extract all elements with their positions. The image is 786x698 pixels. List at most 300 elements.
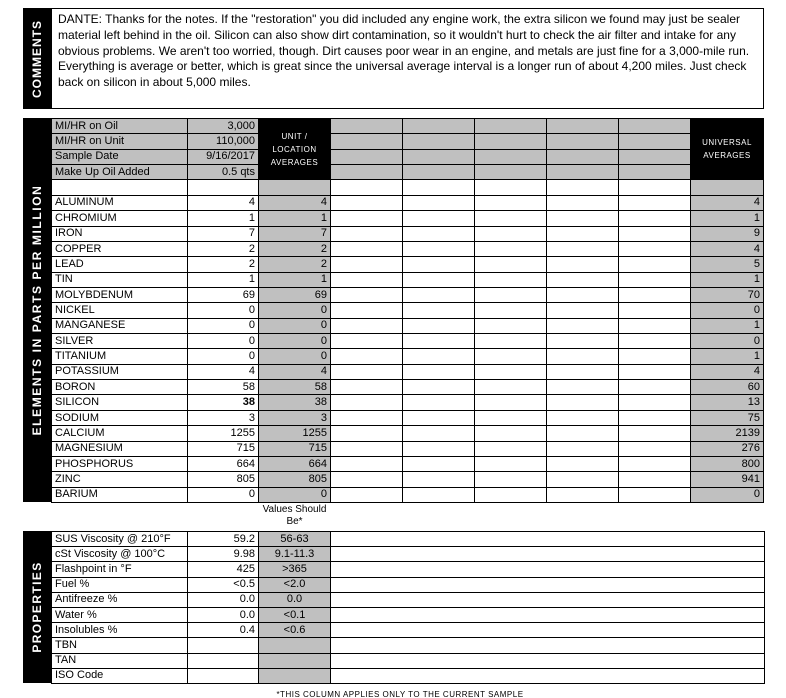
header-label: MI/HR on Oil	[52, 119, 188, 134]
element-unit-average: 805	[259, 472, 331, 487]
empty-cell	[475, 410, 547, 425]
elements-table	[51, 118, 764, 503]
empty-cell	[403, 303, 475, 318]
property-row	[52, 547, 765, 562]
empty-cell	[547, 211, 619, 226]
empty-cell	[403, 456, 475, 471]
header-row	[52, 165, 764, 180]
empty-cell	[619, 134, 691, 149]
universal-averages-header: UNIVERSAL AVERAGES	[691, 119, 764, 180]
property-sample-value	[188, 653, 259, 668]
element-row	[52, 395, 764, 410]
empty-cell	[259, 180, 331, 195]
element-name: TIN	[52, 272, 188, 287]
empty-cell	[331, 226, 403, 241]
element-sample-value: 7	[188, 226, 259, 241]
element-row	[52, 472, 764, 487]
element-unit-average: 1	[259, 272, 331, 287]
property-row	[52, 577, 765, 592]
header-label: Make Up Oil Added	[52, 165, 188, 180]
empty-cell	[475, 318, 547, 333]
element-universal-average: 70	[691, 287, 764, 302]
element-universal-average: 5	[691, 257, 764, 272]
empty-cell	[475, 441, 547, 456]
empty-cell	[475, 241, 547, 256]
element-universal-average: 800	[691, 456, 764, 471]
empty-cell	[547, 441, 619, 456]
empty-cell	[547, 165, 619, 180]
element-sample-value: 1255	[188, 426, 259, 441]
empty-cell	[475, 272, 547, 287]
empty-cell	[475, 487, 547, 502]
empty-cell	[475, 303, 547, 318]
element-unit-average: 4	[259, 364, 331, 379]
element-row	[52, 456, 764, 471]
element-sample-value: 2	[188, 241, 259, 256]
element-name: BORON	[52, 380, 188, 395]
element-row	[52, 272, 764, 287]
empty-cell	[547, 134, 619, 149]
element-universal-average: 60	[691, 380, 764, 395]
element-unit-average: 1255	[259, 426, 331, 441]
element-name: BARIUM	[52, 487, 188, 502]
empty-cell	[619, 272, 691, 287]
footnote: *THIS COLUMN APPLIES ONLY TO THE CURRENT SAMPLE	[276, 690, 524, 698]
element-universal-average: 75	[691, 410, 764, 425]
empty-cell	[403, 165, 475, 180]
comments-text: DANTE: Thanks for the notes. If the "restoration" you did included any engine work, the extra silicon we found may just be sealer material left behind in the oil. Silicon can also show dirt contamination, so it wouldn't hurt to check the air filter and intake for any obvious problems. We aren't too worried, though. Dirt causes poor wear in an engine, and metals are just fine for a 3,000-mile run. Everything is average or better, which is great since the universal average interval is a longer run of about 4,200 miles. Just check back on silicon in about 5,000 miles.	[51, 8, 764, 109]
empty-cell	[475, 149, 547, 164]
empty-cell	[403, 180, 475, 195]
property-name: SUS Viscosity @ 210°F	[52, 532, 188, 547]
property-sample-value: 9.98	[188, 547, 259, 562]
element-universal-average: 1	[691, 272, 764, 287]
empty-cell	[547, 456, 619, 471]
element-unit-average: 69	[259, 287, 331, 302]
empty-cell	[331, 456, 403, 471]
header-value: 9/16/2017	[188, 149, 259, 164]
empty-cell	[331, 395, 403, 410]
empty-cell	[619, 226, 691, 241]
empty-cell	[403, 441, 475, 456]
element-name: MOLYBDENUM	[52, 287, 188, 302]
element-unit-average: 0	[259, 318, 331, 333]
empty-cell	[331, 638, 765, 653]
element-name: COPPER	[52, 241, 188, 256]
empty-cell	[619, 456, 691, 471]
property-should-be	[259, 653, 331, 668]
property-sample-value: 0.0	[188, 592, 259, 607]
empty-cell	[547, 410, 619, 425]
element-name: NICKEL	[52, 303, 188, 318]
element-universal-average: 941	[691, 472, 764, 487]
empty-cell	[331, 472, 403, 487]
empty-cell	[403, 149, 475, 164]
header-label: MI/HR on Unit	[52, 134, 188, 149]
element-name: CALCIUM	[52, 426, 188, 441]
empty-cell	[331, 303, 403, 318]
spacer-row	[52, 180, 764, 195]
empty-cell	[331, 272, 403, 287]
element-unit-average: 664	[259, 456, 331, 471]
element-name: TITANIUM	[52, 349, 188, 364]
property-should-be: <0.6	[259, 623, 331, 638]
element-sample-value: 58	[188, 380, 259, 395]
element-sample-value: 3	[188, 410, 259, 425]
empty-cell	[475, 226, 547, 241]
empty-cell	[547, 303, 619, 318]
empty-cell	[403, 226, 475, 241]
empty-cell	[619, 241, 691, 256]
empty-cell	[475, 195, 547, 210]
empty-cell	[619, 472, 691, 487]
empty-cell	[547, 257, 619, 272]
header-row	[52, 134, 764, 149]
element-universal-average: 1	[691, 349, 764, 364]
empty-cell	[331, 257, 403, 272]
empty-cell	[547, 241, 619, 256]
empty-cell	[331, 410, 403, 425]
element-unit-average: 4	[259, 195, 331, 210]
element-row	[52, 226, 764, 241]
element-universal-average: 4	[691, 241, 764, 256]
property-should-be: 56-63	[259, 532, 331, 547]
header-row	[52, 149, 764, 164]
element-row	[52, 441, 764, 456]
property-name: TBN	[52, 638, 188, 653]
empty-cell	[331, 592, 765, 607]
empty-cell	[475, 349, 547, 364]
element-sample-value: 805	[188, 472, 259, 487]
property-should-be	[259, 638, 331, 653]
element-name: CHROMIUM	[52, 211, 188, 226]
element-row	[52, 257, 764, 272]
empty-cell	[619, 410, 691, 425]
element-sample-value: 38	[188, 395, 259, 410]
property-sample-value: 425	[188, 562, 259, 577]
property-row	[52, 653, 765, 668]
property-row	[52, 638, 765, 653]
element-unit-average: 0	[259, 303, 331, 318]
empty-cell	[331, 653, 765, 668]
empty-cell	[619, 149, 691, 164]
empty-cell	[475, 119, 547, 134]
empty-cell	[619, 195, 691, 210]
element-universal-average: 4	[691, 195, 764, 210]
element-universal-average: 1	[691, 318, 764, 333]
empty-cell	[547, 226, 619, 241]
element-row	[52, 287, 764, 302]
empty-cell	[475, 364, 547, 379]
property-sample-value: 59.2	[188, 532, 259, 547]
property-row	[52, 532, 765, 547]
empty-cell	[547, 395, 619, 410]
empty-cell	[547, 334, 619, 349]
empty-cell	[331, 287, 403, 302]
unit-location-averages-header: UNIT / LOCATION AVERAGES	[259, 119, 331, 180]
empty-cell	[619, 180, 691, 195]
elements-label-text: ELEMENTS IN PARTS PER MILLION	[30, 184, 44, 436]
empty-cell	[619, 257, 691, 272]
property-name: Antifreeze %	[52, 592, 188, 607]
empty-cell	[188, 180, 259, 195]
property-name: cSt Viscosity @ 100°C	[52, 547, 188, 562]
empty-cell	[403, 134, 475, 149]
empty-cell	[331, 426, 403, 441]
property-row	[52, 592, 765, 607]
element-unit-average: 0	[259, 487, 331, 502]
empty-cell	[403, 287, 475, 302]
empty-cell	[619, 380, 691, 395]
element-universal-average: 13	[691, 395, 764, 410]
element-row	[52, 426, 764, 441]
empty-cell	[403, 211, 475, 226]
empty-cell	[547, 364, 619, 379]
elements-section-label	[23, 118, 51, 502]
empty-cell	[475, 395, 547, 410]
element-universal-average: 2139	[691, 426, 764, 441]
empty-cell	[403, 318, 475, 333]
property-name: Insolubles %	[52, 623, 188, 638]
empty-cell	[475, 334, 547, 349]
element-name: POTASSIUM	[52, 364, 188, 379]
property-should-be: <0.1	[259, 607, 331, 622]
empty-cell	[547, 119, 619, 134]
property-sample-value: <0.5	[188, 577, 259, 592]
header-value: 3,000	[188, 119, 259, 134]
empty-cell	[403, 380, 475, 395]
element-sample-value: 69	[188, 287, 259, 302]
property-row	[52, 623, 765, 638]
element-name: SILICON	[52, 395, 188, 410]
empty-cell	[331, 349, 403, 364]
empty-cell	[619, 165, 691, 180]
element-unit-average: 7	[259, 226, 331, 241]
element-unit-average: 1	[259, 211, 331, 226]
element-universal-average: 0	[691, 487, 764, 502]
empty-cell	[403, 410, 475, 425]
element-universal-average: 0	[691, 303, 764, 318]
values-should-be-header: Values Should Be*	[262, 504, 327, 527]
element-row	[52, 303, 764, 318]
empty-cell	[52, 180, 188, 195]
element-sample-value: 0	[188, 303, 259, 318]
empty-cell	[331, 165, 403, 180]
empty-cell	[403, 426, 475, 441]
element-unit-average: 58	[259, 380, 331, 395]
empty-cell	[691, 180, 764, 195]
element-row	[52, 334, 764, 349]
empty-cell	[331, 241, 403, 256]
empty-cell	[403, 395, 475, 410]
element-sample-value: 4	[188, 195, 259, 210]
empty-cell	[619, 487, 691, 502]
element-row	[52, 318, 764, 333]
empty-cell	[619, 395, 691, 410]
element-name: SODIUM	[52, 410, 188, 425]
empty-cell	[403, 119, 475, 134]
empty-cell	[331, 334, 403, 349]
empty-cell	[547, 487, 619, 502]
element-unit-average: 0	[259, 349, 331, 364]
property-should-be: >365	[259, 562, 331, 577]
properties-table	[51, 531, 765, 684]
element-row	[52, 349, 764, 364]
header-label: Sample Date	[52, 149, 188, 164]
empty-cell	[547, 180, 619, 195]
empty-cell	[475, 165, 547, 180]
element-name: IRON	[52, 226, 188, 241]
empty-cell	[547, 426, 619, 441]
property-name: Water %	[52, 607, 188, 622]
element-name: ZINC	[52, 472, 188, 487]
empty-cell	[475, 257, 547, 272]
property-row	[52, 668, 765, 683]
header-value: 110,000	[188, 134, 259, 149]
element-sample-value: 0	[188, 487, 259, 502]
empty-cell	[547, 195, 619, 210]
property-sample-value	[188, 668, 259, 683]
empty-cell	[331, 149, 403, 164]
empty-cell	[547, 349, 619, 364]
element-unit-average: 2	[259, 241, 331, 256]
element-name: LEAD	[52, 257, 188, 272]
element-row	[52, 364, 764, 379]
empty-cell	[331, 134, 403, 149]
element-row	[52, 195, 764, 210]
empty-cell	[475, 426, 547, 441]
element-sample-value: 2	[188, 257, 259, 272]
element-row	[52, 410, 764, 425]
property-sample-value	[188, 638, 259, 653]
empty-cell	[547, 318, 619, 333]
empty-cell	[403, 272, 475, 287]
element-name: SILVER	[52, 334, 188, 349]
properties-section-label	[23, 531, 51, 683]
header-row	[52, 119, 764, 134]
element-row	[52, 241, 764, 256]
empty-cell	[475, 472, 547, 487]
empty-cell	[403, 349, 475, 364]
empty-cell	[331, 607, 765, 622]
empty-cell	[619, 211, 691, 226]
element-name: ALUMINUM	[52, 195, 188, 210]
empty-cell	[547, 272, 619, 287]
element-sample-value: 1	[188, 211, 259, 226]
comments-label-text: COMMENTS	[30, 19, 44, 98]
empty-cell	[331, 623, 765, 638]
empty-cell	[475, 134, 547, 149]
element-sample-value: 0	[188, 349, 259, 364]
empty-cell	[331, 547, 765, 562]
empty-cell	[619, 426, 691, 441]
element-sample-value: 0	[188, 334, 259, 349]
element-universal-average: 9	[691, 226, 764, 241]
empty-cell	[475, 287, 547, 302]
empty-cell	[547, 380, 619, 395]
header-value: 0.5 qts	[188, 165, 259, 180]
property-name: Fuel %	[52, 577, 188, 592]
empty-cell	[547, 149, 619, 164]
property-name: ISO Code	[52, 668, 188, 683]
empty-cell	[331, 211, 403, 226]
empty-cell	[403, 195, 475, 210]
element-unit-average: 38	[259, 395, 331, 410]
element-sample-value: 664	[188, 456, 259, 471]
empty-cell	[619, 334, 691, 349]
empty-cell	[547, 472, 619, 487]
empty-cell	[403, 241, 475, 256]
empty-cell	[619, 119, 691, 134]
empty-cell	[475, 211, 547, 226]
empty-cell	[619, 287, 691, 302]
property-should-be	[259, 668, 331, 683]
empty-cell	[331, 318, 403, 333]
element-sample-value: 0	[188, 318, 259, 333]
property-sample-value: 0.0	[188, 607, 259, 622]
element-unit-average: 715	[259, 441, 331, 456]
empty-cell	[331, 562, 765, 577]
element-name: MAGNESIUM	[52, 441, 188, 456]
empty-cell	[547, 287, 619, 302]
property-should-be: 9.1-11.3	[259, 547, 331, 562]
element-unit-average: 0	[259, 334, 331, 349]
empty-cell	[331, 195, 403, 210]
empty-cell	[331, 380, 403, 395]
empty-cell	[403, 334, 475, 349]
property-should-be: <2.0	[259, 577, 331, 592]
element-name: PHOSPHORUS	[52, 456, 188, 471]
empty-cell	[619, 318, 691, 333]
element-sample-value: 1	[188, 272, 259, 287]
property-name: TAN	[52, 653, 188, 668]
empty-cell	[619, 441, 691, 456]
empty-cell	[331, 180, 403, 195]
empty-cell	[403, 364, 475, 379]
empty-cell	[331, 577, 765, 592]
element-name: MANGANESE	[52, 318, 188, 333]
comments-section-label	[23, 8, 51, 109]
empty-cell	[331, 364, 403, 379]
element-row	[52, 380, 764, 395]
empty-cell	[475, 456, 547, 471]
empty-cell	[403, 487, 475, 502]
element-universal-average: 1	[691, 211, 764, 226]
empty-cell	[403, 472, 475, 487]
properties-label-text: PROPERTIES	[30, 561, 44, 653]
property-sample-value: 0.4	[188, 623, 259, 638]
element-sample-value: 4	[188, 364, 259, 379]
empty-cell	[619, 364, 691, 379]
property-name: Flashpoint in °F	[52, 562, 188, 577]
empty-cell	[331, 119, 403, 134]
element-unit-average: 3	[259, 410, 331, 425]
element-unit-average: 2	[259, 257, 331, 272]
empty-cell	[475, 180, 547, 195]
empty-cell	[619, 349, 691, 364]
element-universal-average: 276	[691, 441, 764, 456]
property-should-be: 0.0	[259, 592, 331, 607]
element-row	[52, 487, 764, 502]
empty-cell	[619, 303, 691, 318]
empty-cell	[331, 668, 765, 683]
element-universal-average: 4	[691, 364, 764, 379]
element-universal-average: 0	[691, 334, 764, 349]
property-row	[52, 607, 765, 622]
empty-cell	[331, 441, 403, 456]
element-sample-value: 715	[188, 441, 259, 456]
empty-cell	[331, 487, 403, 502]
